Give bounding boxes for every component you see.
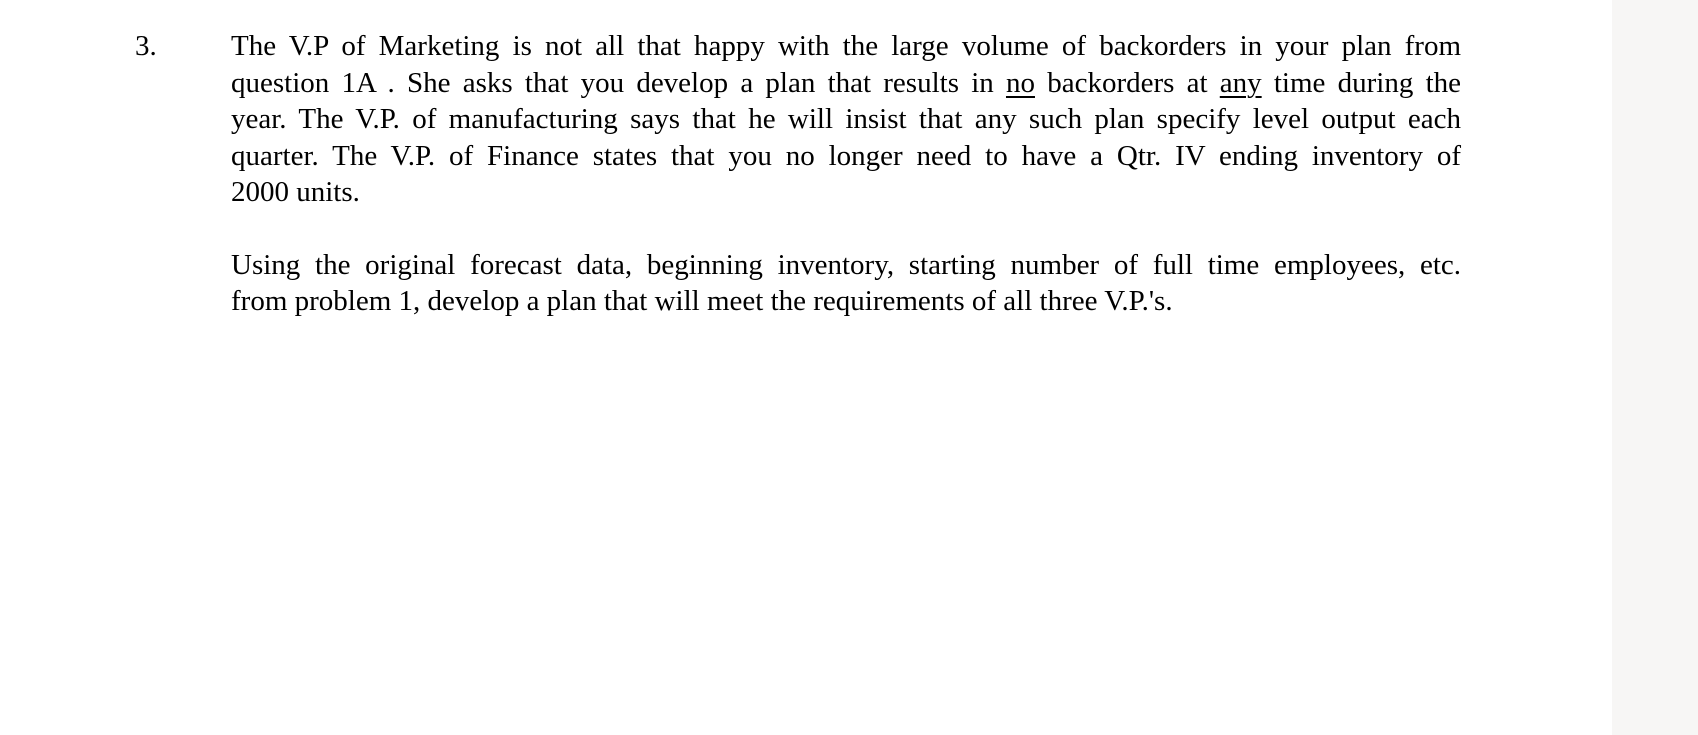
line-2-text-middle: backorders at xyxy=(1034,66,1220,99)
paragraph-1-line-5: 2000 units. xyxy=(231,176,360,208)
paragraph-1-line-1: The V.P of Marketing is not all that happy with the large volume of backorders in your plan from xyxy=(231,30,1461,62)
paragraph-1-line-3: year. The V.P. of manufacturing says that he will insist that any such plan specify level output each xyxy=(231,103,1461,135)
question-number: 3. xyxy=(135,30,157,62)
paragraph-2 xyxy=(231,247,1461,320)
paragraph-1 xyxy=(231,28,1461,211)
line-2-text-start: question 1A . She asks that you develop a plan that results in xyxy=(231,66,1006,99)
underlined-no: no xyxy=(1005,66,1035,99)
underlined-any: any xyxy=(1219,66,1262,99)
question-body xyxy=(231,28,1461,320)
paragraph-2-line-1: Using the original forecast data, beginning inventory, starting number of full time employees, etc. xyxy=(231,248,1461,281)
paragraph-2-line-2: from problem 1, develop a plan that will meet the requirements of all three V.P.'s. xyxy=(231,285,1173,317)
paragraph-1-line-4: quarter. The V.P. of Finance states that you no longer need to have a Qtr. IV ending inventory of xyxy=(231,139,1461,172)
right-gutter xyxy=(1612,0,1698,735)
paragraph-1-line-2 xyxy=(231,65,1461,102)
line-2-text-end: time during the xyxy=(1261,66,1461,99)
